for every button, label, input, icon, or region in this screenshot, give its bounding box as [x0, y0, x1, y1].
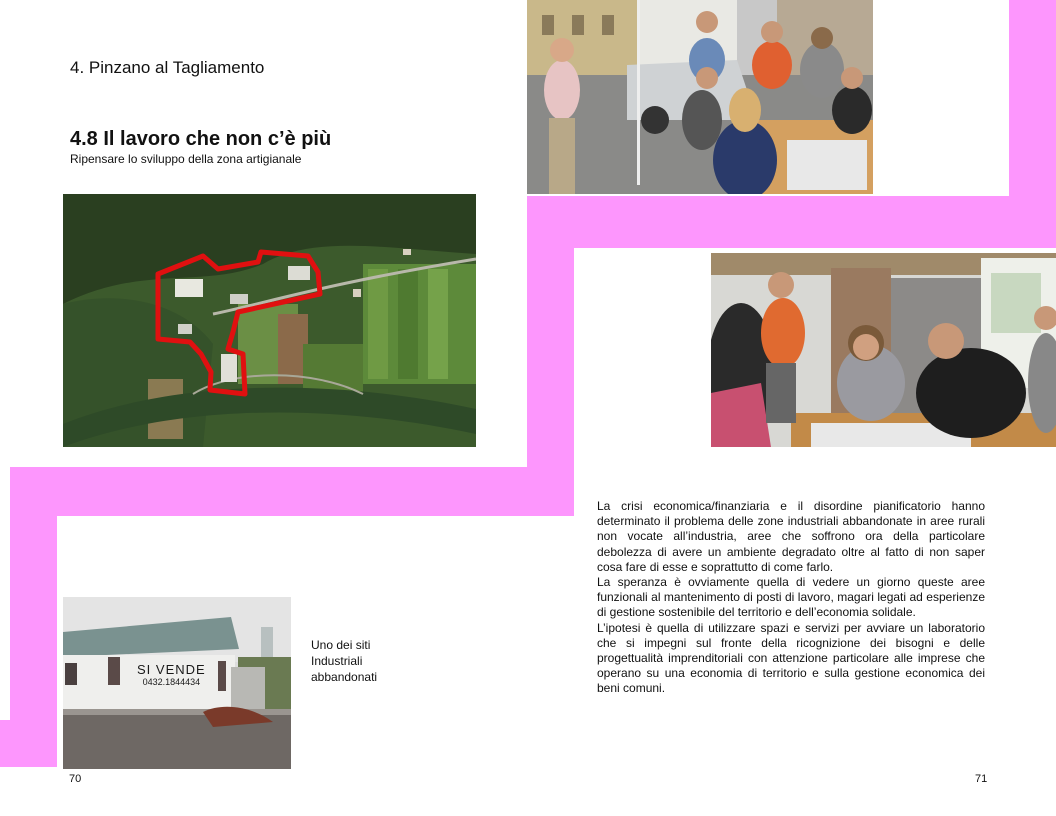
- outdoor-meeting-photo: [527, 0, 873, 194]
- conversation-photo: [711, 253, 1056, 447]
- page-number-right: 71: [975, 773, 988, 785]
- sign-text: [137, 664, 206, 688]
- photo-caption: [311, 637, 421, 685]
- sign-line-2: 0432.1844434: [142, 677, 201, 687]
- section-title: 4.8 Il lavoro che non c’è più: [70, 128, 332, 150]
- pink-band-top-right: [1009, 0, 1056, 210]
- pink-band-lower: [10, 467, 574, 516]
- section-subtitle: Ripensare lo sviluppo della zona artigianale: [70, 152, 302, 166]
- body-text: [597, 499, 985, 697]
- body-paragraph: L’ipotesi è quella di utilizzare spazi e servizi per avviare un laboratorio che si impegni sul fronte della ricognizione dei bisogni e delle progettualità imprenditoriali con attenzione particolare alle imprese che operano su una economia di territorio e sulla gestione economica dei beni comuni.: [597, 620, 985, 696]
- chapter-heading: 4. Pinzano al Tagliamento: [70, 58, 265, 77]
- caption-line: abbandonati: [311, 670, 378, 684]
- caption-line: Industriali: [311, 654, 363, 668]
- page-number-left: 70: [69, 773, 82, 785]
- body-paragraph: La crisi economica/finanziaria e il disordine pianificatorio hanno determinato il problema delle zone industriali abbandonate in aree rurali non vocate all’industria, aree che soffrono ora della particolare debolezza di avere un ambiente degradato oltre al fatto di non saper cosa fare di esse e soprattutto di come farlo.: [597, 499, 985, 574]
- abandoned-building-photo: [63, 597, 291, 769]
- pink-band-bottom-left: [0, 720, 57, 767]
- caption-line: Uno dei siti: [311, 638, 371, 652]
- pink-band-upper: [527, 196, 1056, 248]
- body-paragraph: La speranza è ovviamente quella di vedere un giorno queste aree funzionali al mantenimento di posti di lavoro, magari legati ad esperienze di gestione sostenibile del territorio e dell’economia solidale.: [597, 575, 985, 620]
- sign-line-1: SI VENDE: [137, 662, 206, 677]
- aerial-map-photo: [63, 194, 476, 447]
